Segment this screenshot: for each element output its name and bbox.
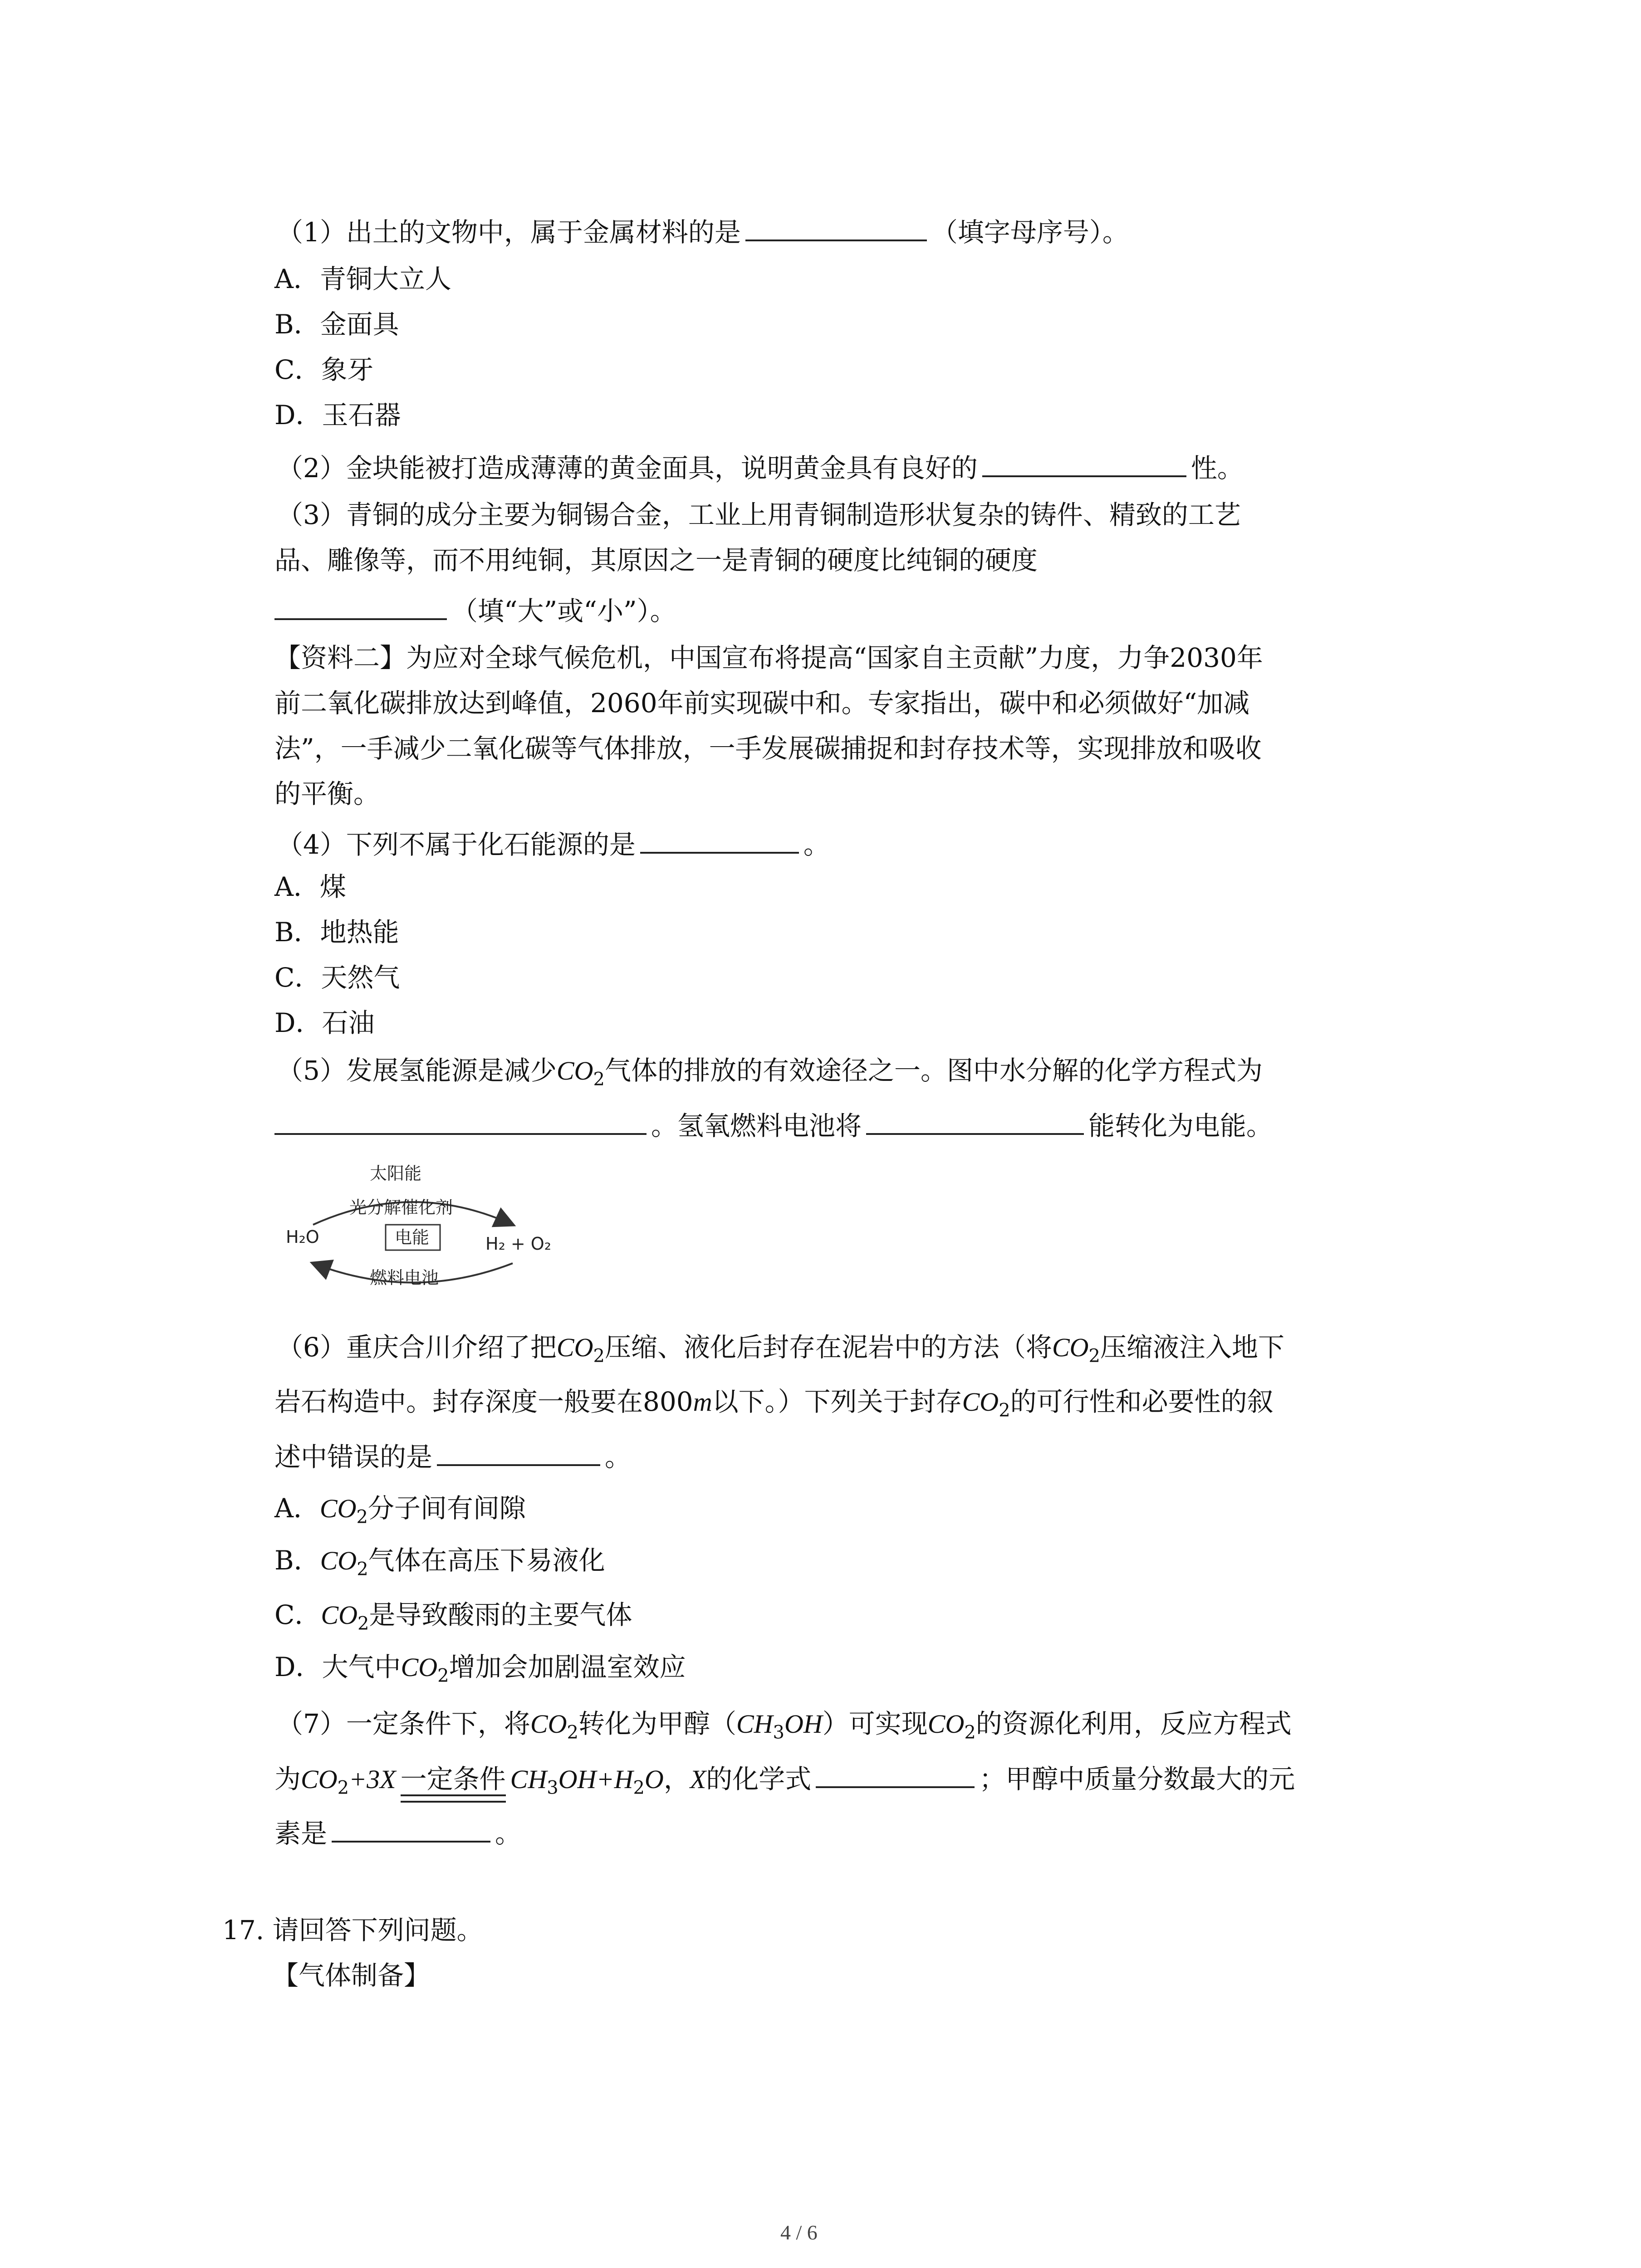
option-a: A．青铜大立人	[274, 264, 451, 294]
question-17-subheading: 【气体制备】	[272, 1960, 431, 1991]
option-c: C．象牙	[274, 354, 374, 385]
question-17-title: 17. 请回答下列问题。	[222, 1915, 483, 1945]
q16-part5-line1: （5）发展氢能源是减少$CO_2$气体的排放的有效途径之一。图中水分解的化学方程式为	[277, 1055, 1263, 1090]
fuel-cell-label: 燃料电池	[370, 1268, 439, 1288]
option-b: B．$CO_2$气体在高压下易液化	[274, 1545, 605, 1580]
option-b: B．金面具	[274, 309, 399, 340]
option-c: C．$CO_2$是导致酸雨的主要气体	[274, 1599, 632, 1634]
q16-part4: （4）下列不属于化石能源的是 。	[277, 826, 830, 863]
solar-energy-label: 太阳能	[370, 1163, 422, 1183]
q16-part7-line2: 为$CO_2+3X$ 一定条件 $CH_3OH+H_2O$，X的化学式 ；甲醇中质量分数最大的元	[274, 1760, 1295, 1798]
q16-part5-line2: 。氢氧燃料电池将 能转化为电能。	[274, 1107, 1273, 1144]
material-2-line3: 法”，一手减少二氧化碳等气体排放，一手发展碳捕捉和封存技术等，实现排放和吸收	[274, 733, 1262, 764]
option-d: D．石油	[274, 1007, 375, 1038]
option-d: D．玉石器	[274, 400, 401, 430]
answer-blank-6[interactable]	[437, 1438, 600, 1466]
answer-blank-5b[interactable]	[866, 1107, 1084, 1135]
option-d: D．大气中$CO_2$增加会加剧温室效应	[274, 1652, 686, 1686]
answer-blank-1[interactable]	[745, 213, 927, 241]
answer-blank-5a[interactable]	[274, 1107, 647, 1135]
q16-part3-line1: （3）青铜的成分主要为铜锡合金，工业上用青铜制造形状复杂的铸件、精致的工艺	[277, 499, 1241, 530]
answer-blank-7a[interactable]	[816, 1760, 975, 1788]
catalyst-label: 光分解催化剂	[349, 1198, 453, 1217]
electric-energy-label: 电能	[395, 1227, 430, 1247]
option-c: C．天然气	[274, 962, 400, 993]
option-a: A．$CO_2$分子间有间隙	[274, 1493, 526, 1528]
answer-blank-4[interactable]	[640, 826, 799, 854]
water-cycle-diagram	[281, 1161, 563, 1306]
q16-part2: （2）金块能被打造成薄薄的黄金面具，说明黄金具有良好的 性。	[277, 449, 1244, 486]
material-2-line1: 【资料二】为应对全球气候危机，中国宣布将提高“国家自主贡献”力度，力争2030年	[274, 642, 1263, 673]
q16-part3-line3: （填“大”或“小”）。	[274, 592, 676, 629]
option-b: B．地热能	[274, 917, 399, 948]
water-label: H₂O	[286, 1227, 319, 1247]
q16-part6-line2: 岩石构造中。封存深度一般要在800m以下。）下列关于封存$CO_2$的可行性和必要性的叙	[274, 1386, 1274, 1421]
answer-blank-7b[interactable]	[332, 1814, 490, 1843]
q16-part6-line3: 述中错误的是 。	[274, 1438, 631, 1475]
material-2-line2: 前二氧化碳排放达到峰值，2060年前实现碳中和。专家指出，碳中和必须做好“加减	[274, 688, 1250, 719]
q16-part3-line2: 品、雕像等，而不用纯铜，其原因之一是青铜的硬度比纯铜的硬度	[274, 545, 1038, 576]
reaction-condition: 一定条件	[401, 1761, 506, 1797]
page-number: 4 / 6	[780, 2221, 818, 2244]
q16-part7-line3: 素是 。	[274, 1814, 521, 1852]
answer-blank-2[interactable]	[982, 449, 1186, 477]
option-a: A．煤	[274, 871, 346, 902]
answer-blank-3[interactable]	[274, 592, 447, 620]
q16-part7-line1: （7）一定条件下，将$CO_2$转化为甲醇$(CH_3OH)$可实现$CO_2$的资源化利用，反应方程式	[277, 1708, 1292, 1743]
q16-part6-line1: （6）重庆合川介绍了把$CO_2$压缩、液化后封存在泥岩中的方法（将$CO_2$压缩液注入地下	[277, 1332, 1284, 1367]
material-2-line4: 的平衡。	[274, 778, 380, 809]
q16-part1: （1）出土的文物中，属于金属材料的是 （填字母序号）。	[277, 213, 1129, 250]
hydrogen-oxygen-label: H₂ + O₂	[485, 1234, 551, 1254]
